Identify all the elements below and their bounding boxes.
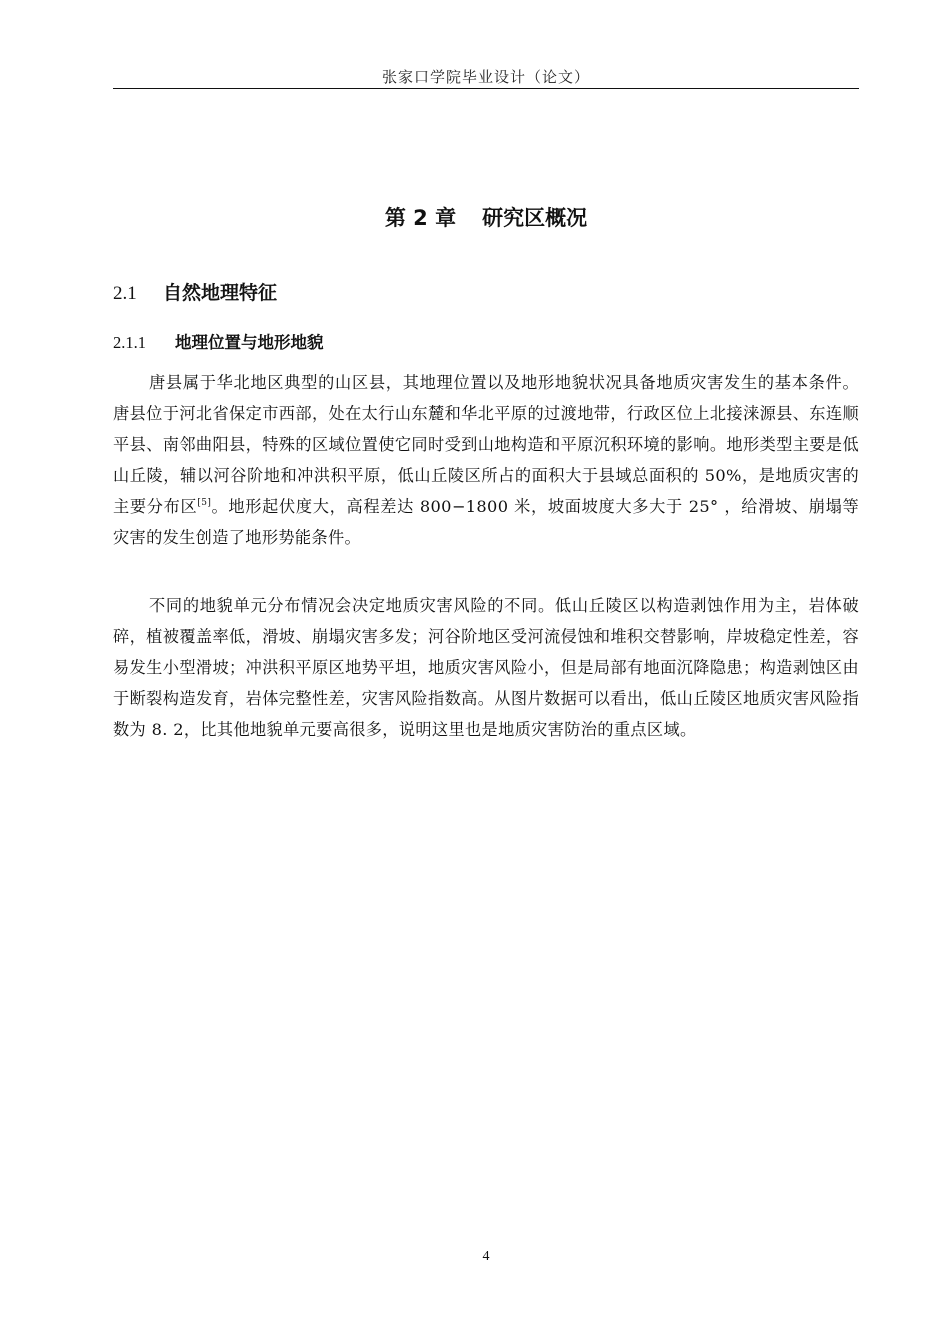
chapter-number: 第 2 章: [384, 206, 457, 230]
body-paragraph-2: 不同的地貌单元分布情况会决定地质灾害风险的不同。低山丘陵区以构造剥蚀作用为主，岩体破碎，植被覆盖率低，滑坡、崩塌灾害多发；河谷阶地区受河流侵蚀和堆积交替影响，岸坡稳定性差，容易发生小型滑坡；冲洪积平原区地势平坦，地质灾害风险小，但是局部有地面沉降隐患；构造剥蚀区由于断裂构造发育，岩体完整性差，灾害风险指数高。从图片数据可以看出，低山丘陵区地质灾害风险指数为 8. 2，比其他地貌单元要高很多，说明这里也是地质灾害防治的重点区域。: [113, 596, 859, 739]
body-paragraph-1: [113, 367, 859, 553]
section-number: 2.1: [113, 283, 137, 304]
chapter-title: [113, 202, 859, 232]
header-rule: [113, 88, 859, 89]
subsection-heading: [113, 329, 324, 353]
running-header: 张家口学院毕业设计（论文）: [381, 68, 590, 86]
page-number: 4: [482, 1249, 490, 1264]
chapter-title-text: 研究区概况: [482, 206, 588, 230]
citation-ref: [5]: [197, 498, 212, 508]
section-heading: [113, 278, 277, 305]
paragraph-1-text-a: 唐县属于华北地区典型的山区县，其地理位置以及地形地貌状况具备地质灾害发生的基本条件。唐县位于河北省保定市西部，处在太行山东麓和华北平原的过渡地带，行政区位上北接涞源县、东连顺平县、南邻曲阳县，特殊的区域位置使它同时受到山地构造和平原沉积环境的影响。地形类型主要是低山丘陵，辅以河谷阶地和冲洪积平原，低山丘陵区所占的面积大于县域总面积的 50%，是地质灾害的主要分布区: [113, 373, 859, 516]
subsection-number: 2.1.1: [113, 333, 146, 352]
subsection-title: 地理位置与地形地貌: [175, 333, 324, 352]
paragraph-1-text-b: 。地形起伏度大，高程差达 800−1800 米，坡面坡度大多大于 25° ，给滑坡、崩塌等灾害的发生创造了地形势能条件。: [113, 497, 860, 547]
section-title: 自然地理特征: [163, 282, 278, 304]
